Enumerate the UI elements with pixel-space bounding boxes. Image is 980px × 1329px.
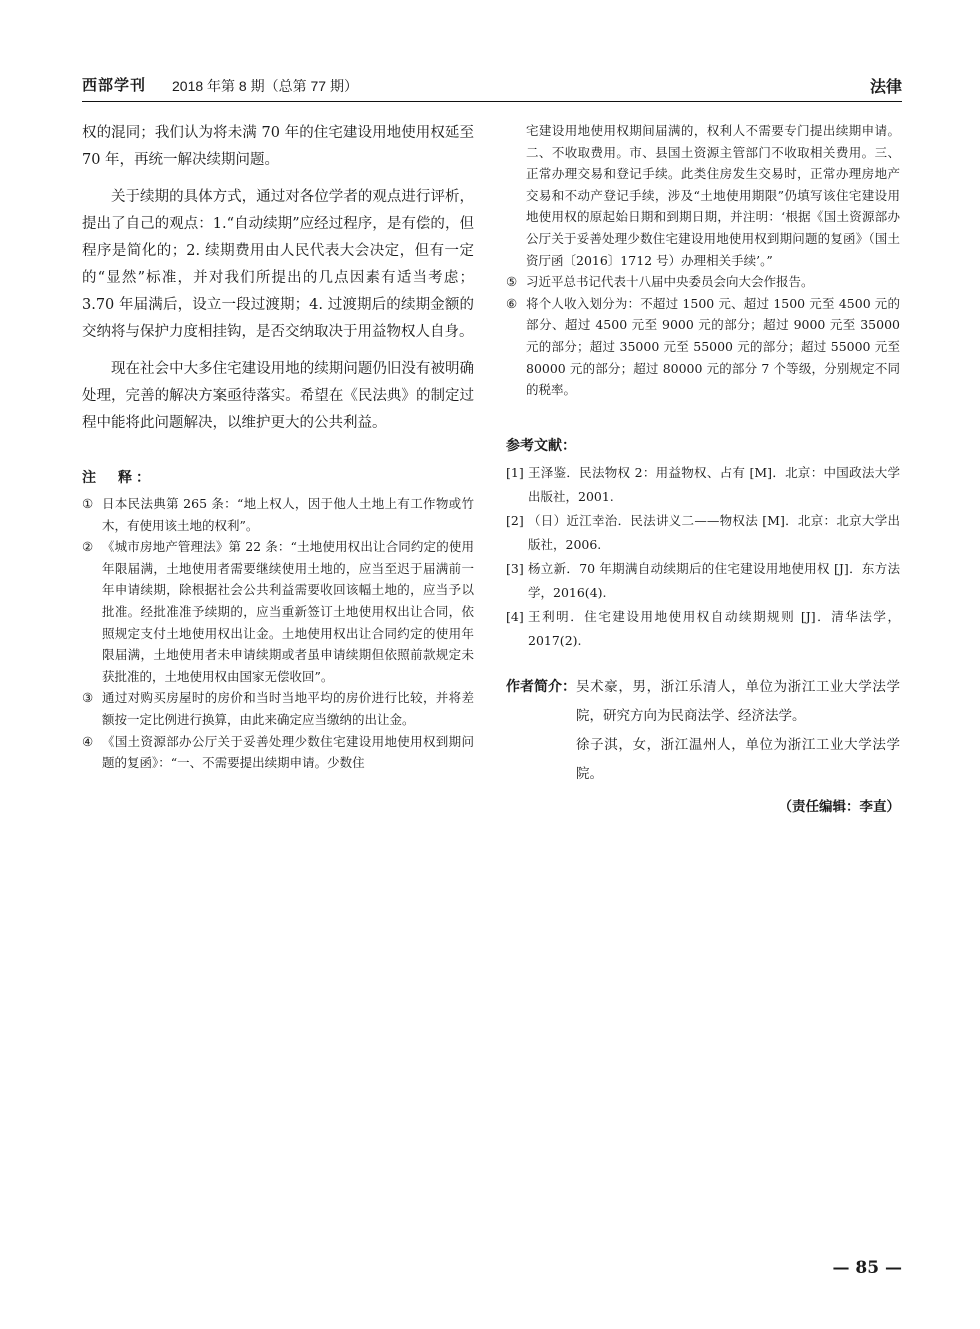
reference-item [506, 461, 900, 509]
reference-marker: [1] [506, 464, 524, 480]
body-paragraph: 关于续期的具体方式，通过对各位学者的观点进行评析，提出了自己的观点：1.“自动续期”应经过程序，是有偿的，但程序是简化的；2. 续期费用由人民代表大会决定，但有一定的“显然”标准，并对我们所提出的几点因素有适当考虑；3.70 年届满后，设立一段过渡期；4. 过渡期后的续期金额的交纳将与保护力度相挂钩，是否交纳取决于用益物权人自身。 [82, 189, 474, 340]
footnote-marker: ⑥ [506, 295, 518, 311]
footnote [82, 731, 474, 774]
footnote-marker: ④ [82, 733, 94, 749]
reference-marker: [3] [506, 560, 524, 576]
section-label: 法律 [869, 79, 902, 96]
footnote-marker: ③ [82, 690, 94, 706]
right-column [506, 120, 900, 815]
notes-heading: 注 释： [82, 470, 154, 486]
footnote-marker: ① [82, 496, 94, 511]
reference-text: 王泽鉴．民法物权 2：用益物权、占有 [M]．北京：中国政法大学出版社，2001. [528, 464, 900, 504]
reference-item [506, 509, 900, 557]
author-entry: 徐子淇，女，浙江温州人，单位为浙江工业大学法学院。 [576, 736, 900, 782]
footnote-marker: ② [82, 539, 94, 555]
footnote [82, 536, 474, 687]
journal-title: 西部学刊 [82, 76, 147, 94]
reference-item [506, 605, 900, 653]
author-bio-label: 作者简介： [506, 678, 576, 695]
body-paragraph: 现在社会中大多住宅建设用地的续期问题仍旧没有被明确处理，完善的解决方案亟待落实。希望在《民法典》的制定过程中能将此问题解决，以维护更大的公共利益。 [82, 361, 474, 431]
footnote-text: 习近平总书记代表十八届中央委员会向大会作报告。 [526, 274, 814, 290]
footnote-text: 《城市房地产管理法》第 22 条：“土地使用权出让合同约定的使用年限届满，土地使用者需要继续使用土地的，应当至迟于届满前一年申请续期，除根据社会公共利益需要收回该幅土地的，应当予以批准。经批准准予续期的，应当重新签订土地使用权出让合同，依照规定支付土地使用权出让金。土地使用权出让合同约定的使用年限届满，土地使用者未申请续期或者虽申请续期但依照前款规定未获批准的，土地使用权由国家无偿收回”。 [102, 539, 474, 684]
footnote-continuation: 宅建设用地使用权期间届满的，权利人不需要专门提出续期申请。二、不收取费用。市、县国土资源主管部门不收取相关费用。三、正常办理交易和登记手续。此类住房发生交易时，正常办理房地产交易和不动产登记手续，涉及“土地使用期限”仍填写该住宅建设用地使用权的原起始日期和到期日期，并注明：‘根据《国土资源部办公厅关于妥善处理少数住宅建设用地使用权到期问题的复函》（国土资厅函〔2016〕1712 号）办理相关手续’。” [526, 123, 900, 268]
author-bio-body [576, 673, 900, 789]
body-paragraph: 权的混同；我们认为将未满 70 年的住宅建设用地使用权延至 70 年，再统一解决续期问题。 [82, 125, 474, 168]
footnote [506, 293, 900, 401]
reference-text: 杨立新．70 年期满自动续期后的住宅建设用地使用权 [J]．东方法学，2016(4). [528, 560, 900, 600]
header-divider [82, 101, 902, 102]
page-number: — 85 — [832, 1258, 902, 1278]
references-heading: 参考文献： [506, 437, 576, 454]
page-header [82, 74, 902, 100]
responsible-editor: （责任编辑：李直） [778, 798, 900, 815]
reference-text: （日）近江幸治．民法讲义二——物权法 [M]．北京：北京大学出版社，2006. [528, 512, 900, 552]
author-bio [506, 673, 900, 789]
footnote-text: 《国土资源部办公厅关于妥善处理少数住宅建设用地使用权到期问题的复函》：“一、不需要提出续期申请。少数住 [102, 733, 474, 771]
footnote [82, 493, 474, 536]
reference-item [506, 557, 900, 605]
reference-marker: [4] [506, 608, 524, 624]
footnote-text: 通过对购买房屋时的房价和当时当地平均的房价进行比较，并将差额按一定比例进行换算，由此来确定应当缴纳的出让金。 [102, 690, 474, 727]
footnote [82, 687, 474, 730]
reference-text: 王利明．住宅建设用地使用权自动续期规则 [J]．清华法学，2017(2). [528, 608, 900, 648]
issue-info: 2018 年第 8 期（总第 77 期） [172, 78, 358, 94]
left-column [82, 120, 474, 774]
reference-marker: [2] [506, 512, 524, 528]
footnote-text: 将个人收入划分为：不超过 1500 元、超过 1500 元至 4500 元的部分、超过 4500 元至 9000 元的部分；超过 9000 元至 35000 元的部分；超过 35000 元至 55000 元的部分；超过 55000 元至 80000 元的部分；超过 80000 元的部分 7 个等级，分别规定不同的税率。 [526, 295, 900, 398]
footnote-text: 日本民法典第 265 条：“地上权人，因于他人土地上有工作物或竹木，有使用该土地的权利”。 [102, 496, 474, 533]
footnote-marker: ⑤ [506, 274, 518, 290]
footnote [506, 271, 900, 293]
author-entry: 吴术豪，男，浙江乐清人，单位为浙江工业大学法学院，研究方向为民商法学、经济法学。 [576, 678, 900, 724]
